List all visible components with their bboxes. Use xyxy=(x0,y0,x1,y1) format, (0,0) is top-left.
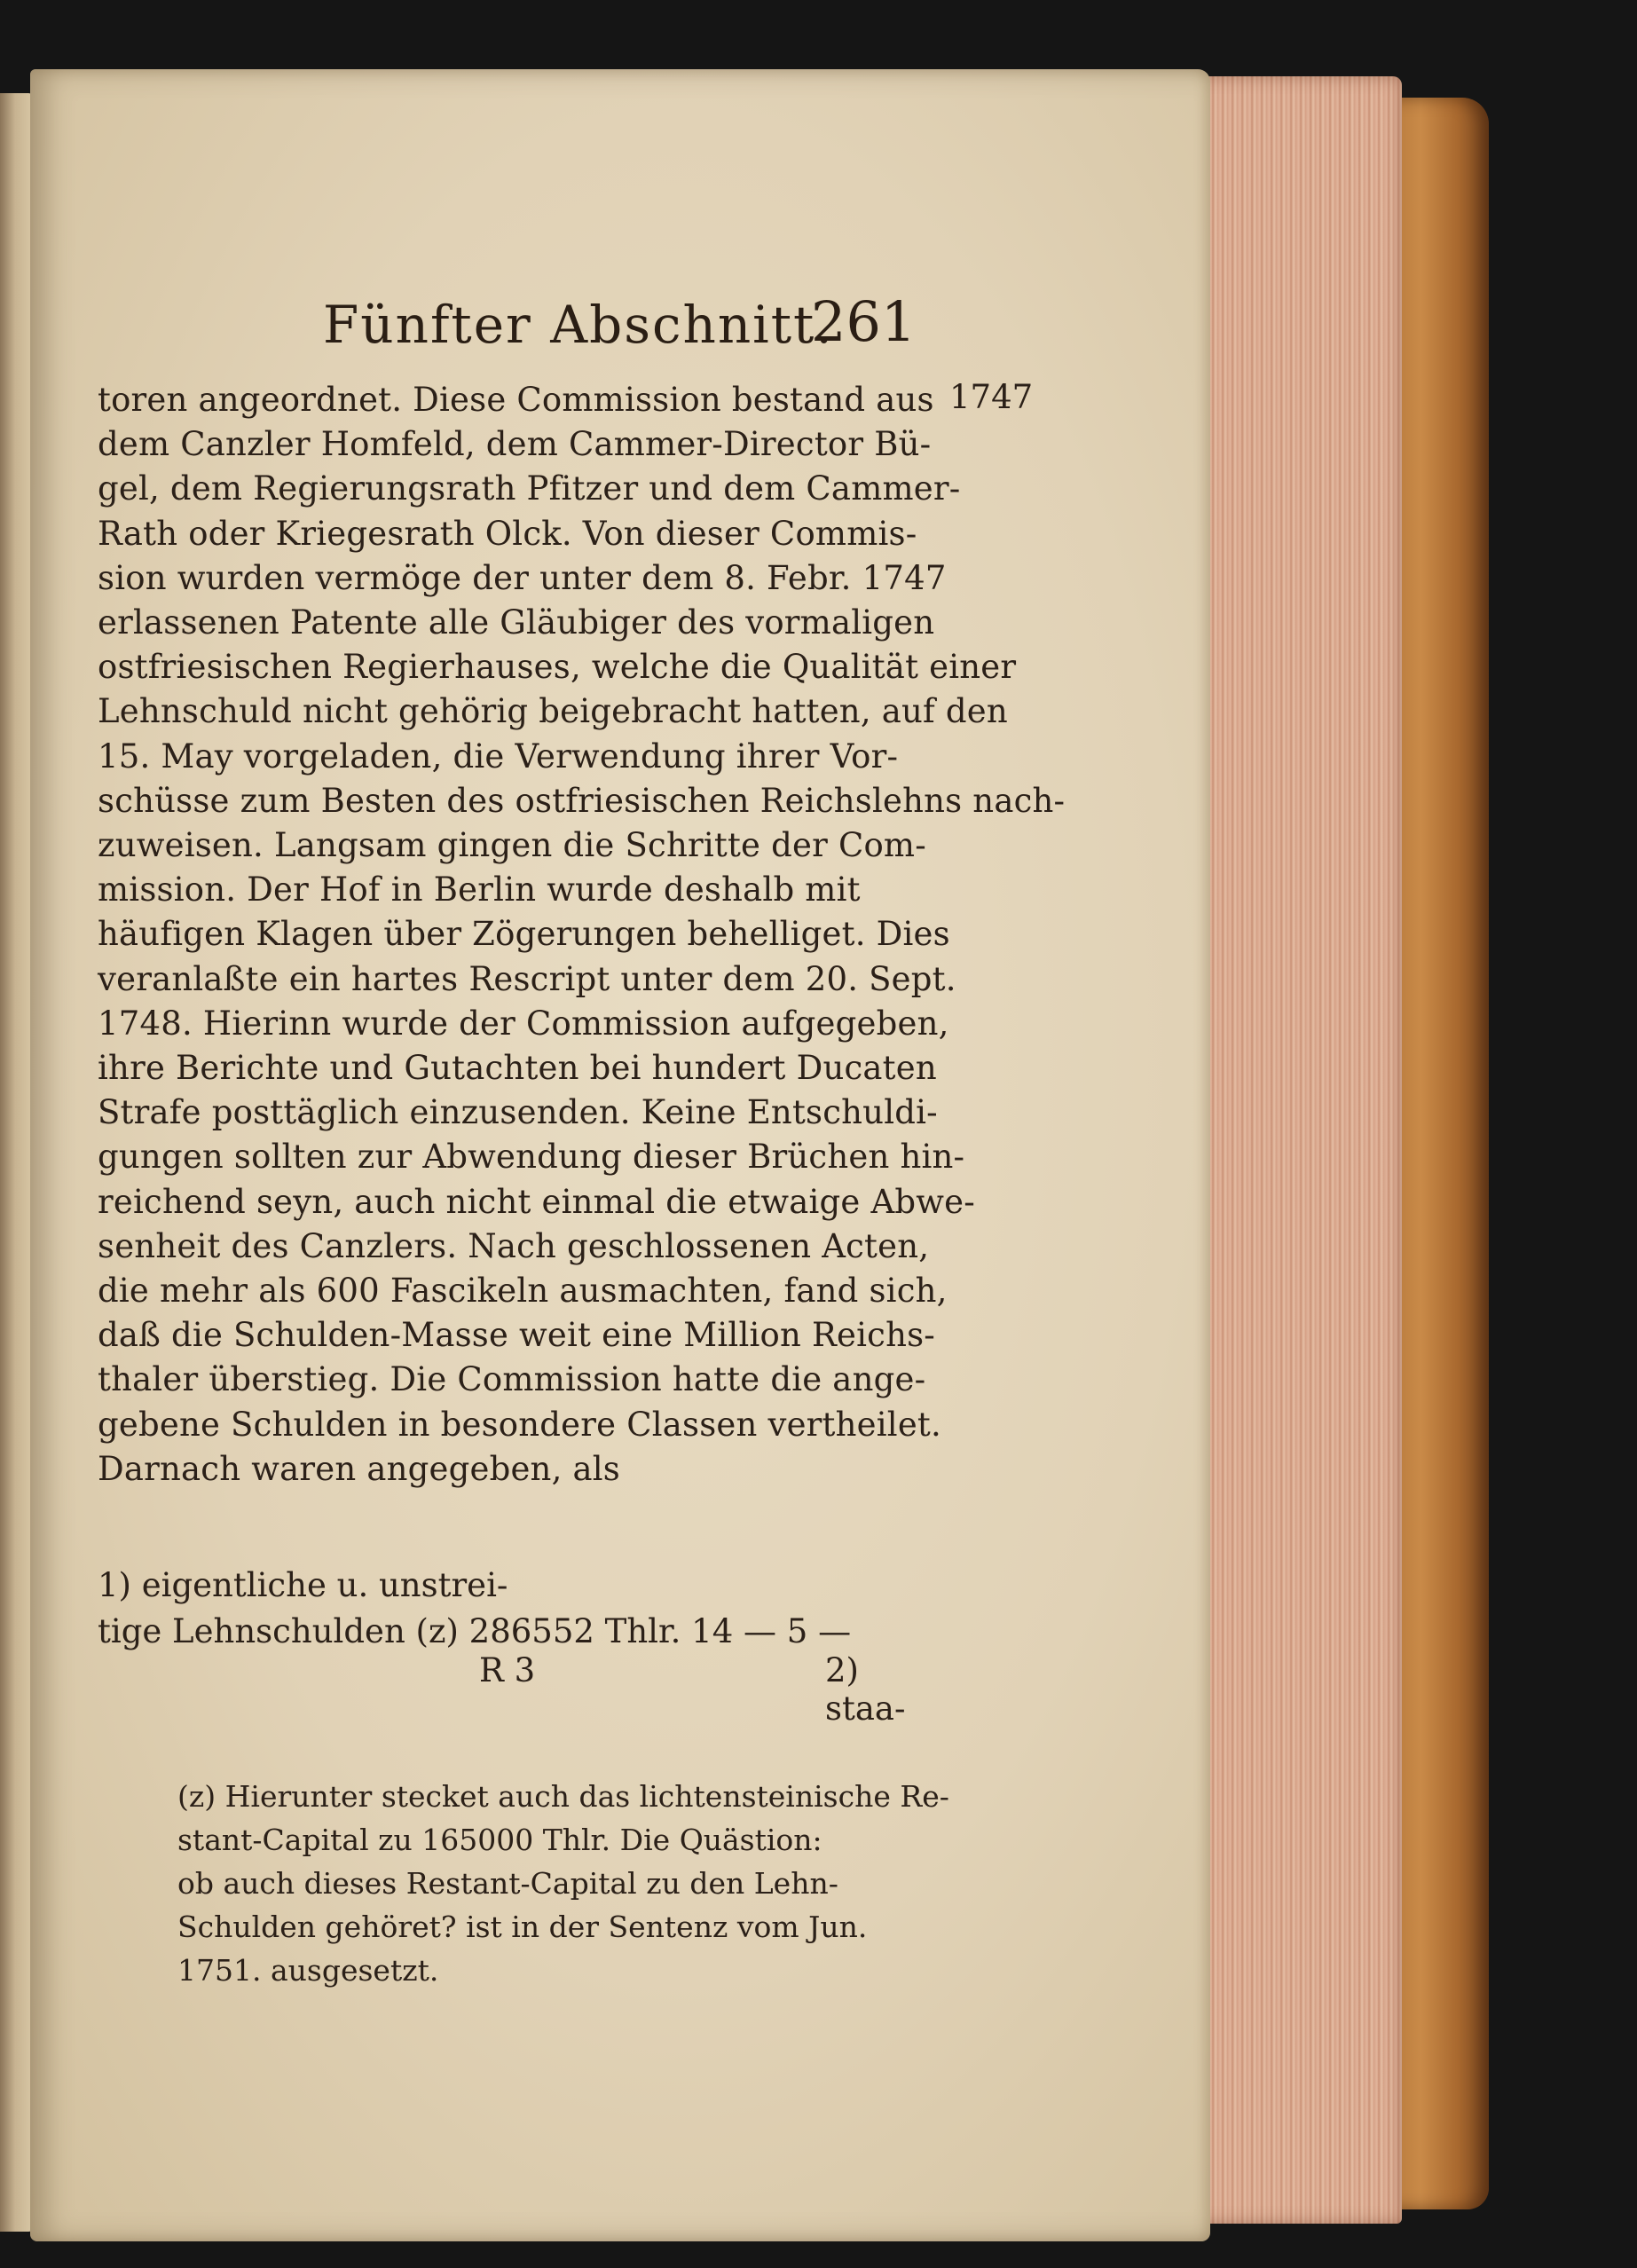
footnote xyxy=(177,1775,958,1992)
body-line: gel, dem Regierungsrath Pfitzer und dem Cammer- xyxy=(98,469,961,508)
body-line: schüsse zum Besten des ostfriesischen Reichslehns nach- xyxy=(98,781,1066,820)
body-line: gungen sollten zur Abwendung dieser Brüchen hin- xyxy=(98,1138,965,1177)
body-line: Rath oder Kriegesrath Olck. Von dieser Commis- xyxy=(98,514,917,553)
margin-note-year: 1747 xyxy=(949,378,1034,416)
footnote-line: (z) Hierunter stecket auch das lichtensteinische Re- xyxy=(177,1779,949,1814)
body-line: erlassenen Patente alle Gläubiger des vormaligen xyxy=(98,603,935,642)
page-content xyxy=(30,69,1210,2241)
page-number: 261 xyxy=(811,289,917,354)
body-line: zuweisen. Langsam gingen die Schritte der Com- xyxy=(98,826,926,865)
footnote-line: ob auch dieses Restant-Capital zu den Lehn- xyxy=(177,1866,838,1901)
signature-row xyxy=(98,1651,949,1728)
body-line: Strafe posttäglich einzusenden. Keine Entschuldi- xyxy=(98,1093,938,1132)
body-line: dem Canzler Homfeld, dem Cammer-Director Bü- xyxy=(98,425,932,464)
body-line: 1748. Hierinn wurde der Commission aufgegeben, xyxy=(98,1004,949,1043)
footnote-line: Schulden gehöret? ist in der Sentenz vom Jun. xyxy=(177,1910,868,1944)
body-line: die mehr als 600 Fascikeln ausmachten, fand sich, xyxy=(98,1272,948,1311)
body-line: sion wurden vermöge der unter dem 8. Febr. 1747 xyxy=(98,558,947,597)
body-line: veranlaßte ein hartes Rescript unter dem 20. Sept. xyxy=(98,959,956,998)
body-line: mission. Der Hof in Berlin wurde deshalb mit xyxy=(98,870,861,910)
body-line: häufigen Klagen über Zögerungen behelliget. Dies xyxy=(98,915,950,954)
footnote-line: stant-Capital zu 165000 Thlr. Die Quästion: xyxy=(177,1823,822,1857)
body-line: gebene Schulden in besondere Classen vertheilet. xyxy=(98,1405,941,1444)
body-line: reichend seyn, auch nicht einmal die etwaige Abwe- xyxy=(98,1182,975,1221)
body-line: Darnach waren angegeben, als xyxy=(98,1449,620,1488)
body-line: ostfriesischen Regierhauses, welche die Qualität einer xyxy=(98,648,1017,687)
signature-mark: R 3 xyxy=(479,1651,536,1689)
body-line: toren angeordnet. Diese Commission bestand aus xyxy=(98,381,934,419)
footnote-line: 1751. ausgesetzt. xyxy=(177,1953,439,1988)
body-line: thaler überstieg. Die Commission hatte die ange- xyxy=(98,1360,926,1399)
ledger-line: 1) eigentliche u. unstrei- xyxy=(98,1566,508,1604)
body-line: senheit des Canzlers. Nach geschlossenen Acten, xyxy=(98,1226,930,1265)
body-line: 15. May vorgeladen, die Verwendung ihrer Vor- xyxy=(98,736,899,776)
body-line: Lehnschuld nicht gehörig beigebracht hatten, auf den xyxy=(98,692,1008,731)
body-text xyxy=(98,378,1066,1492)
running-head-title: Fünfter Abschnitt. xyxy=(323,295,834,355)
ledger-entry xyxy=(98,1563,949,1655)
ledger-line: tige Lehnschulden (z) 286552 Thlr. 14 — 5 — xyxy=(98,1612,852,1650)
catchword: 2) staa- xyxy=(825,1651,906,1728)
body-line: daß die Schulden-Masse weit eine Million Reichs- xyxy=(98,1316,936,1355)
left-page-edge xyxy=(0,93,34,2232)
body-line: ihre Berichte und Gutachten bei hundert Ducaten xyxy=(98,1049,937,1088)
book-page xyxy=(30,69,1210,2241)
page-edges xyxy=(1189,76,1402,2224)
